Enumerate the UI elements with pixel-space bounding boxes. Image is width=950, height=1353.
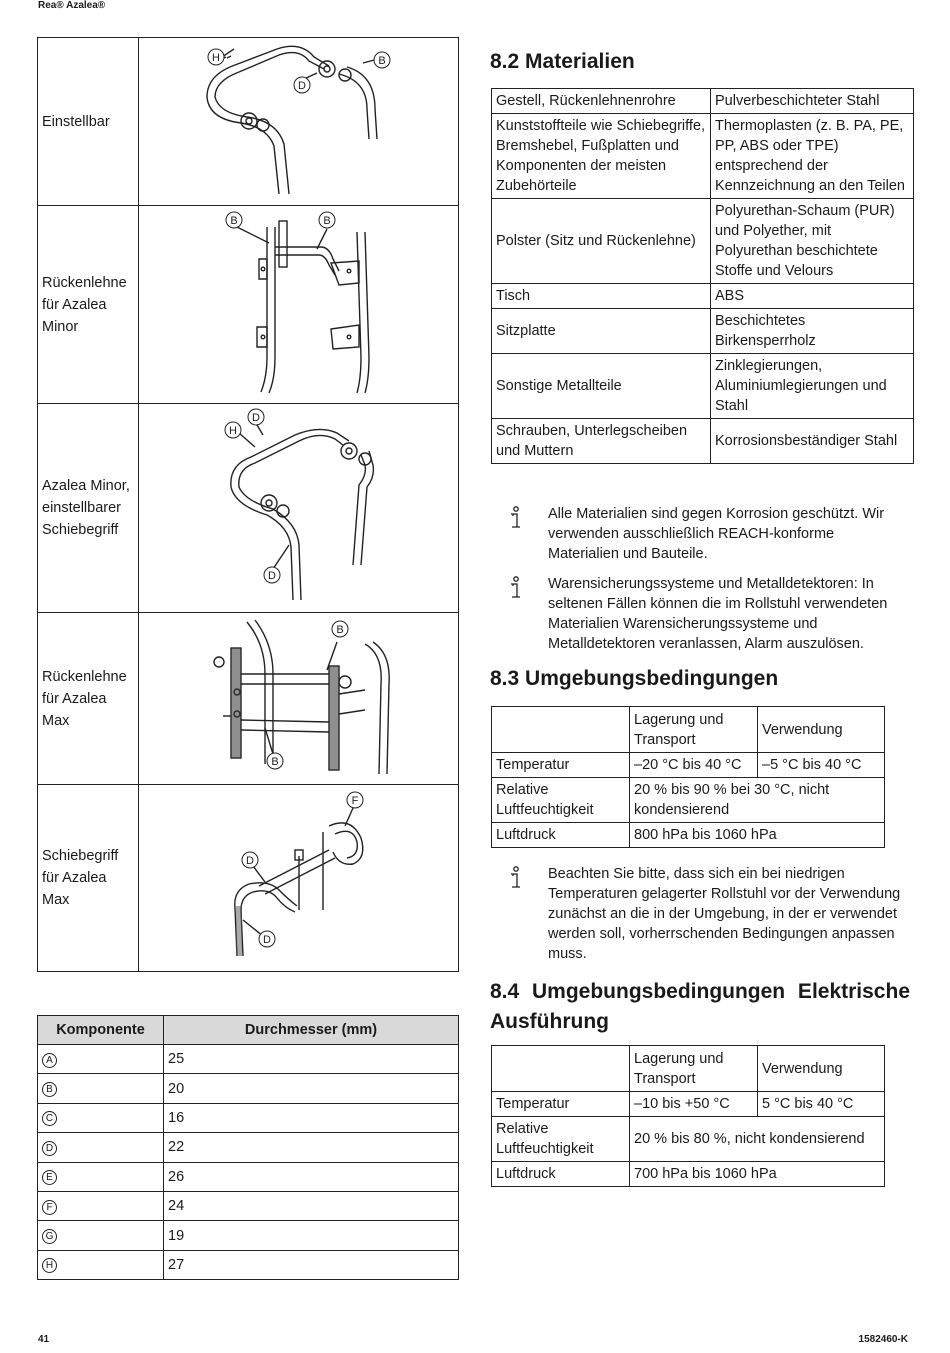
callout-f: F xyxy=(351,794,359,807)
row-label: Temperatur xyxy=(492,753,630,778)
info-note xyxy=(490,864,910,964)
table-row xyxy=(38,1162,459,1191)
material-type: Korrosionsbeständiger Stahl xyxy=(711,419,914,464)
diameter-value: 24 xyxy=(164,1191,459,1220)
material-type: Beschichtetes Birkensperrholz xyxy=(711,309,914,354)
info-icon xyxy=(508,506,522,530)
row-label: Luftdruck xyxy=(492,823,630,848)
table-row xyxy=(492,778,885,823)
component-key: E xyxy=(42,1170,57,1185)
material-type: Zinklegierungen, Aluminiumlegierungen und Stahl xyxy=(711,354,914,419)
page-number: 41 xyxy=(38,1334,50,1345)
material-type: ABS xyxy=(711,284,914,309)
cell-value: –10 bis +50 °C xyxy=(630,1092,758,1117)
callout-d: D xyxy=(246,854,254,867)
document-id: 1582460-K xyxy=(858,1334,908,1345)
table-row xyxy=(38,1221,459,1250)
empty-header-cell xyxy=(492,707,630,753)
callout-b: B xyxy=(271,755,279,768)
row-label: Luftdruck xyxy=(492,1162,630,1187)
table-row xyxy=(492,89,914,114)
component-key: A xyxy=(42,1053,57,1068)
diameter-table xyxy=(37,1015,459,1280)
backrest-max-drawing xyxy=(139,614,458,784)
cell-value: –20 °C bis 40 °C xyxy=(630,753,758,778)
column-header: Verwendung xyxy=(758,1046,885,1092)
material-part: Polster (Sitz und Rückenlehne) xyxy=(492,199,711,284)
component-key: D xyxy=(42,1141,57,1156)
material-type: Pulverbeschichteter Stahl xyxy=(711,89,914,114)
empty-header-cell xyxy=(492,1046,630,1092)
info-note xyxy=(490,574,910,656)
figure-label: Rückenlehne für Azalea Max xyxy=(38,613,139,785)
column-header: Lagerung und Transport xyxy=(630,707,758,753)
table-row xyxy=(492,1117,885,1162)
cell-value: 20 % bis 90 % bei 30 °C, nicht kondensierend xyxy=(630,778,885,823)
table-row xyxy=(492,199,914,284)
figure-label: Azalea Minor, einstellbarer Schiebegriff xyxy=(38,404,139,613)
environment-table xyxy=(491,706,885,848)
section-heading-materials: 8.2 Materialien xyxy=(490,50,635,73)
cell-value: 20 % bis 80 %, nicht kondensierend xyxy=(630,1117,885,1162)
column-header: Verwendung xyxy=(758,707,885,753)
component-key: C xyxy=(42,1111,57,1126)
material-type: Polyurethan-Schaum (PUR) und Polyether, mit Polyurethan beschichtete Stoffe und Velours xyxy=(711,199,914,284)
backrest-minor-drawing xyxy=(139,207,458,403)
section-heading-electric: 8.4 Umgebungsbedingungen Elektrische xyxy=(490,980,910,1003)
callout-d: D xyxy=(252,411,260,424)
section-heading-electric-cont: Ausführung xyxy=(490,1010,609,1033)
callout-b: B xyxy=(230,214,238,227)
table-row xyxy=(492,753,885,778)
diameter-value: 19 xyxy=(164,1221,459,1250)
figure-label: Rückenlehne für Azalea Minor xyxy=(38,206,139,404)
push-handle-max-drawing xyxy=(139,786,458,971)
table-row xyxy=(492,354,914,419)
callout-d: D xyxy=(268,569,276,582)
table-row xyxy=(492,1092,885,1117)
material-part: Sonstige Metallteile xyxy=(492,354,711,419)
component-key: B xyxy=(42,1082,57,1097)
figure-cell xyxy=(139,613,459,785)
diameter-value: 16 xyxy=(164,1103,459,1132)
column-header: Lagerung und Transport xyxy=(630,1046,758,1092)
header-title: Rea® Azalea® xyxy=(38,0,106,11)
table-row xyxy=(38,1074,459,1103)
figure-cell xyxy=(139,206,459,404)
table-row xyxy=(492,284,914,309)
callout-d: D xyxy=(263,933,271,946)
diameter-value: 25 xyxy=(164,1045,459,1074)
callout-b: B xyxy=(336,623,344,636)
diameter-value: 27 xyxy=(164,1250,459,1279)
material-part: Schrauben, Unterlegscheiben und Muttern xyxy=(492,419,711,464)
figure-cell xyxy=(139,785,459,972)
row-label: Relative Luftfeuchtigkeit xyxy=(492,1117,630,1162)
component-key: H xyxy=(42,1258,57,1273)
table-row xyxy=(38,1103,459,1132)
callout-h: H xyxy=(229,424,237,437)
table-row xyxy=(492,309,914,354)
figure-cell xyxy=(139,404,459,613)
info-icon xyxy=(508,576,522,600)
material-part: Gestell, Rückenlehnenrohre xyxy=(492,89,711,114)
minor-adjustable-handle-drawing xyxy=(139,405,458,612)
callout-b: B xyxy=(378,54,386,67)
material-part: Kunststoffteile wie Schiebegriffe, Bremshebel, Fußplatten und Komponenten der meisten Zubehörteile xyxy=(492,114,711,199)
cell-value: 800 hPa bis 1060 hPa xyxy=(630,823,885,848)
note-text: Beachten Sie bitte, dass sich ein bei niedrigen Temperaturen gelagerter Rollstuhl vor der Verwendung zunächst an die in der Umgebung, in der er verwendet werden soll, vorherrschenden Bedingungen anpassen muss. xyxy=(548,866,901,962)
table-row xyxy=(38,1133,459,1162)
info-note xyxy=(490,504,910,566)
row-label: Relative Luftfeuchtigkeit xyxy=(492,778,630,823)
diameter-value: 26 xyxy=(164,1162,459,1191)
cell-value: 700 hPa bis 1060 hPa xyxy=(630,1162,885,1187)
table-row xyxy=(492,419,914,464)
material-type: Thermoplasten (z. B. PA, PE, PP, ABS oder TPE) entsprechend der Kennzeichnung an den Teilen xyxy=(711,114,914,199)
environment-electric-table xyxy=(491,1045,885,1187)
figure-label: Einstellbar xyxy=(38,38,139,206)
table-row xyxy=(492,1162,885,1187)
diameter-value: 20 xyxy=(164,1074,459,1103)
note-text: Warensicherungssysteme und Metalldetektoren: In seltenen Fällen können die im Rollstuhl verwendeten Materialien Warensicherungssysteme und Metalldetektoren veranlassen, Alarm auszulösen. xyxy=(548,576,888,652)
column-header: Durchmesser (mm) xyxy=(164,1016,459,1045)
figure-table xyxy=(37,37,459,972)
table-row xyxy=(492,114,914,199)
material-part: Sitzplatte xyxy=(492,309,711,354)
callout-h: H xyxy=(212,51,220,64)
section-heading-environment: 8.3 Umgebungsbedingungen xyxy=(490,667,779,690)
callout-d: D xyxy=(298,79,306,92)
cell-value: –5 °C bis 40 °C xyxy=(758,753,885,778)
table-row xyxy=(492,823,885,848)
row-label: Temperatur xyxy=(492,1092,630,1117)
cell-value: 5 °C bis 40 °C xyxy=(758,1092,885,1117)
table-row xyxy=(38,1250,459,1279)
note-text: Alle Materialien sind gegen Korrosion geschützt. Wir verwenden ausschließlich REACH-konforme Materialien und Bauteile. xyxy=(548,506,885,562)
table-row xyxy=(38,1191,459,1220)
materials-table xyxy=(491,88,914,464)
component-key: G xyxy=(42,1229,57,1244)
column-header: Komponente xyxy=(38,1016,164,1045)
info-icon xyxy=(508,866,522,890)
component-key: F xyxy=(42,1200,57,1215)
figure-label: Schiebegriff für Azalea Max xyxy=(38,785,139,972)
diameter-value: 22 xyxy=(164,1133,459,1162)
material-part: Tisch xyxy=(492,284,711,309)
adjustable-push-handle-drawing xyxy=(139,39,458,205)
callout-b: B xyxy=(323,214,331,227)
table-row xyxy=(38,1045,459,1074)
figure-cell xyxy=(139,38,459,206)
